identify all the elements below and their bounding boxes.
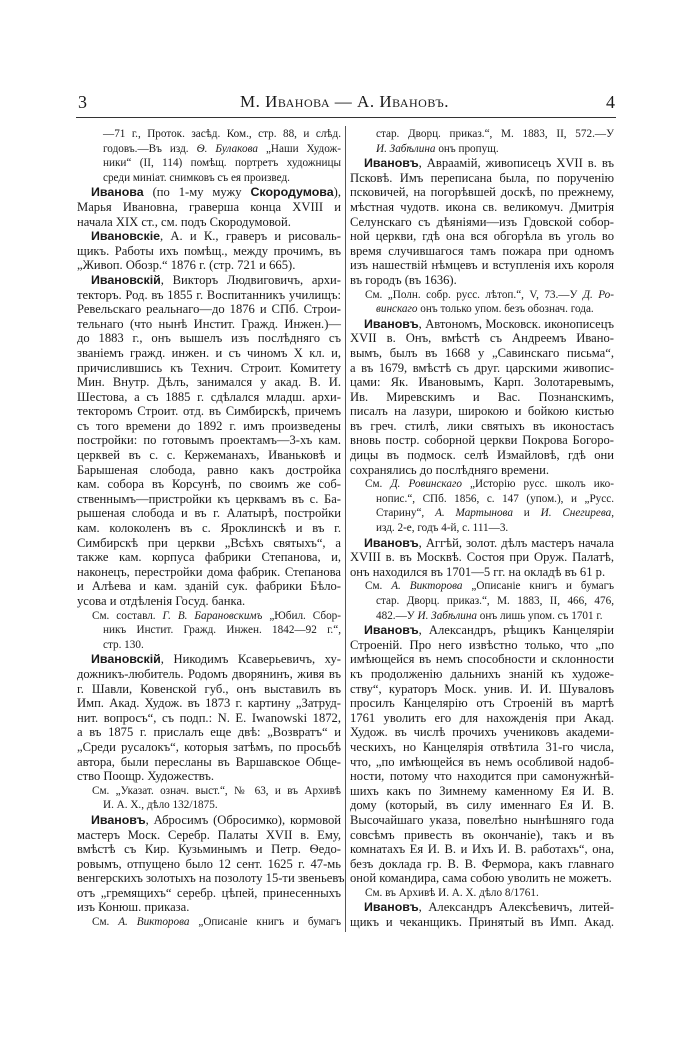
entry-heading: Ивановъ bbox=[364, 535, 419, 550]
text-line bbox=[77, 769, 341, 784]
text-run: церквей въ с. с. Кержеманахъ, Иваньковѣ и bbox=[77, 448, 341, 463]
column-divider bbox=[345, 126, 346, 932]
cited-author: А. Викторова bbox=[118, 916, 190, 929]
text-line bbox=[350, 404, 614, 419]
text-line bbox=[350, 784, 614, 799]
cited-author: А. Мартынова bbox=[435, 507, 513, 520]
text-run: вновь постр. соборной церкви Покрова Богоро- bbox=[350, 433, 614, 448]
text-run: XVIII в. въ Москвѣ. Состоя при Оруж. Палатѣ, bbox=[350, 550, 614, 565]
text-run: венгерскихъ золотыхъ на позолоту 15-ти звеньевъ bbox=[77, 871, 345, 886]
text-run: ной церкви, гдѣ она вся обгорѣла въ уголь во bbox=[350, 229, 614, 244]
text-run: начала XIX ст., см. подъ Скородумовой. bbox=[77, 214, 291, 229]
text-line bbox=[77, 404, 341, 419]
text-run: „Исторію русс. школъ ико- bbox=[461, 478, 614, 491]
text-line bbox=[350, 331, 614, 346]
text-line bbox=[350, 185, 614, 200]
text-run: кам. собора въ Корсунѣ, по своимъ же соб- bbox=[77, 477, 341, 492]
text-line bbox=[77, 506, 341, 521]
text-line bbox=[350, 623, 614, 638]
text-run: до 1883 г., онъ вышелъ изъ послѣдняго съ bbox=[77, 331, 341, 346]
text-line bbox=[77, 550, 341, 565]
text-line bbox=[77, 477, 341, 492]
text-line bbox=[350, 682, 614, 697]
cited-author: И. Забѣлина bbox=[417, 609, 477, 622]
text-run: „Среди русалокъ“, которыя затѣмъ, по просьбѣ bbox=[77, 739, 341, 754]
text-run: писалъ на лазури, широкою и бойкою кистью bbox=[350, 404, 614, 419]
text-run: См. bbox=[92, 916, 119, 929]
entry-heading: Ивановъ bbox=[364, 156, 419, 171]
text-line bbox=[77, 857, 341, 872]
text-run: въ городъ (въ 1636). bbox=[350, 272, 457, 287]
text-line bbox=[77, 200, 341, 215]
text-run: въ греч. стилѣ, лики святыхъ въ иконостасъ bbox=[350, 418, 614, 433]
text-line bbox=[77, 900, 341, 915]
text-run: Симбирскѣ при церкви „Всѣхъ святыхъ“, а bbox=[77, 535, 341, 550]
text-line bbox=[350, 200, 614, 215]
text-run: текторомъ Строит. отд. въ Симбирскѣ, причемъ bbox=[77, 404, 341, 419]
text-line bbox=[77, 215, 341, 230]
text-run: постройки: по готовымъ проектамъ—3-хъ кам. bbox=[77, 433, 341, 448]
text-line bbox=[350, 448, 614, 463]
text-line bbox=[77, 652, 341, 667]
text-run: дому (который, въ силу именнаго Ея И. В. bbox=[350, 798, 614, 813]
text-run: автора, были пересланы въ Варшавское Обще- bbox=[77, 754, 341, 769]
text-run: Шестова, а съ 1885 г. сдѣлался младш. архи- bbox=[77, 389, 341, 404]
text-line bbox=[350, 857, 614, 872]
text-run: отъ „гремящихъ“ серебр. цѣпей, принесенныхъ bbox=[77, 885, 341, 900]
text-line bbox=[350, 609, 614, 624]
text-run: ), bbox=[333, 185, 341, 200]
text-run: мастеръ Моск. Серебр. Палаты XVII в. Ему, bbox=[77, 827, 341, 842]
text-line bbox=[77, 784, 341, 799]
header-rule bbox=[76, 117, 616, 118]
text-run: , Авраамій, живописецъ XVII в. въ bbox=[418, 156, 614, 171]
entry-heading: Ивановскій bbox=[91, 652, 161, 667]
text-run: ники“ (II, 114) помѣщ. портретъ художницы bbox=[103, 157, 341, 170]
text-line bbox=[77, 302, 341, 317]
text-line bbox=[77, 682, 341, 697]
text-line bbox=[350, 156, 614, 171]
text-line bbox=[350, 521, 614, 536]
text-line bbox=[77, 185, 341, 200]
text-line bbox=[350, 317, 614, 332]
text-run: „Описаніе книгъ и бумагъ bbox=[462, 580, 614, 593]
text-line bbox=[350, 244, 614, 259]
text-line bbox=[77, 711, 341, 726]
text-line bbox=[77, 623, 341, 638]
text-run: и bbox=[512, 507, 541, 520]
text-run: псковичей, на погорѣвшей доскѣ, по прежнему, bbox=[350, 185, 614, 200]
text-run: , Александръ Алексѣевичъ, литей- bbox=[418, 900, 614, 915]
text-run: кам. колоколенъ въ с. Яроклинскѣ и въ г. bbox=[77, 521, 341, 536]
text-line bbox=[77, 696, 341, 711]
text-run: усова и отдѣленія Госуд. банка. bbox=[77, 594, 246, 608]
text-run: изъ Конюш. приказа. bbox=[77, 900, 190, 915]
text-line bbox=[77, 667, 341, 682]
text-run: Селунскаго съ дѣяніями—изъ Гдовской собор- bbox=[350, 214, 614, 229]
text-line bbox=[350, 477, 614, 492]
text-run: См. bbox=[365, 478, 391, 491]
text-run: онъ только упом. безъ обознач. года. bbox=[417, 303, 594, 316]
text-run: дицы въ подмоск. селѣ Измайловѣ, гдѣ они bbox=[350, 448, 614, 463]
text-run: „Юбил. Сбор- bbox=[262, 609, 341, 622]
text-line bbox=[350, 579, 614, 594]
text-run: , Никодимъ Ксаверьевичъ, ху- bbox=[160, 652, 341, 667]
text-line bbox=[77, 521, 341, 536]
text-run: „Наши Худож- bbox=[257, 142, 341, 155]
text-line bbox=[350, 667, 614, 682]
text-run: наконецъ, перестройки дома фабрик. Степанова bbox=[77, 564, 341, 579]
text-run: (по 1-му мужу bbox=[143, 185, 251, 200]
cited-author: И. Снегирева bbox=[540, 507, 612, 520]
text-run: , Абросимъ (Обросимко), кормовой bbox=[145, 812, 341, 827]
text-line bbox=[77, 288, 341, 303]
entry-heading: Скородумова bbox=[250, 185, 334, 200]
text-run: щикъ. Работы ихъ помѣщ., между прочимъ, въ bbox=[77, 243, 341, 258]
text-run: цами: Як. Ивановымъ, Карп. Золотаревымъ, bbox=[350, 375, 614, 390]
text-run: , А. и К., граверъ и рисоваль- bbox=[160, 229, 341, 244]
text-line bbox=[77, 229, 341, 244]
text-run: рышеная слобода и въ г. Алатырѣ, постройки bbox=[77, 506, 341, 521]
text-run: вмѣстѣ съ Кир. Кузьминымъ и Петр. Ѳедо- bbox=[77, 842, 341, 857]
text-run: годовъ.—Въ изд. bbox=[103, 142, 197, 155]
text-run: что, „по имѣющейся въ немъ особливой надоб- bbox=[350, 754, 614, 769]
text-run: , Александръ, рѣщикъ Канцеляріи bbox=[418, 623, 614, 638]
entry-heading: Ивановъ bbox=[364, 623, 419, 638]
text-run: нит. вопросъ“, съ подп.: N. E. Iwanowski 1872, bbox=[77, 710, 341, 725]
text-run: Имп. Акад. Худож. въ 1873 г. картину „Затруд- bbox=[77, 696, 341, 711]
text-run: время случившагося тамъ пожара при одномъ bbox=[350, 243, 614, 258]
text-line bbox=[350, 288, 614, 303]
text-line bbox=[77, 871, 345, 886]
text-run: текторъ. Род. въ 1855 г. Воспитанникъ училищъ: bbox=[77, 287, 341, 302]
text-line bbox=[77, 842, 341, 857]
text-line bbox=[77, 331, 341, 346]
text-run: а въ 1875 г. прислалъ еще двѣ: „Возвратъ“ и bbox=[77, 725, 341, 740]
text-run: Ив. Миревскимъ и Вас. Познанскимъ, bbox=[350, 389, 614, 404]
text-run: ство Поощр. Художествъ. bbox=[77, 769, 215, 784]
text-line bbox=[350, 696, 614, 711]
text-line bbox=[77, 755, 341, 770]
text-run: комнатахъ Ея И. В. и Ихъ И. В. работахъ“, она, bbox=[350, 842, 614, 857]
text-line bbox=[350, 828, 614, 843]
text-line bbox=[77, 828, 341, 843]
entry-heading: Ивановъ bbox=[91, 812, 146, 827]
text-line bbox=[77, 156, 341, 171]
text-run: къ продолженію дальнихъ знаній къ художе- bbox=[350, 666, 614, 681]
text-line bbox=[77, 609, 341, 624]
text-run: См. bbox=[365, 580, 392, 593]
text-run: онъ пропущ. bbox=[435, 142, 499, 155]
text-line bbox=[350, 594, 614, 609]
text-line bbox=[350, 725, 614, 740]
text-line bbox=[77, 798, 341, 813]
text-run: XVII в. Онъ, вмѣстѣ съ Андреемъ Ивано- bbox=[350, 331, 614, 346]
text-line bbox=[350, 506, 614, 521]
entry-heading: Ивановъ bbox=[364, 900, 419, 915]
text-run: дожникъ-любитель. Родомъ дворянинъ, живя въ bbox=[77, 666, 341, 681]
text-line bbox=[350, 638, 614, 653]
entry-heading: Ивановъ bbox=[364, 316, 419, 331]
text-run: ческихъ, но Канцелярія отвѣтила 31-го числа, bbox=[350, 739, 614, 754]
text-run: Высочайшаго указа, повелѣно нынѣшняго года bbox=[350, 812, 614, 827]
text-line bbox=[350, 492, 614, 507]
text-run: Строеній. Про него извѣстно только, что „по bbox=[350, 637, 614, 652]
text-line bbox=[77, 361, 341, 376]
text-line bbox=[350, 215, 614, 230]
left-column bbox=[77, 127, 345, 930]
text-run: нопис.“, СПб. 1856, с. 147 (упом.), и „Русс. bbox=[376, 492, 614, 505]
text-run: съ того времени до 1892 г. имъ произведены bbox=[77, 418, 341, 433]
text-line bbox=[350, 258, 614, 273]
text-run: ству“, кураторъ Моск. унив. И. И. Шуваловъ bbox=[350, 681, 614, 696]
text-line bbox=[350, 419, 614, 434]
cited-author: И. Забѣлина bbox=[376, 142, 436, 155]
text-run: изъ нашествій нѣмцевъ и вступленія ихъ короля bbox=[350, 258, 614, 273]
text-line bbox=[77, 433, 341, 448]
text-run: оной командира, сама собою уволить не можетъ. bbox=[350, 871, 612, 886]
page-number-right: 4 bbox=[606, 92, 615, 112]
text-run: —71 г., Проток. засѣд. Ком., стр. 88, и слѣд. bbox=[103, 128, 341, 140]
text-run: причислившись къ Технич. Строит. Комитету bbox=[77, 360, 341, 375]
text-run: Худож. въ числѣ прочихъ учениковъ академи- bbox=[350, 725, 614, 740]
text-run: Мин. Внутр. Дѣлъ, занимался у акад. В. И. bbox=[77, 375, 341, 390]
text-run: См. „Полн. собр. русс. лѣтоп.“, V, 73.—У bbox=[365, 288, 583, 301]
text-run: среди миніат. снимковъ съ ея произвед. bbox=[103, 171, 290, 184]
text-run: стар. Дворц. приказ.“, М. 1883, II, 572.—У bbox=[376, 128, 614, 140]
text-run: щикъ и чеканщикъ. Принятый въ Имп. Акад. bbox=[350, 915, 614, 930]
text-line bbox=[350, 171, 614, 186]
text-run: сохранялись до послѣдняго времени. bbox=[350, 462, 549, 477]
text-line bbox=[77, 813, 341, 828]
text-line bbox=[77, 142, 341, 157]
cited-author: А. Викторова bbox=[391, 580, 463, 593]
text-line bbox=[77, 915, 341, 930]
text-run: званіемъ гражд. инжен. и съ чиномъ X кл. и, bbox=[77, 345, 341, 360]
text-line bbox=[350, 361, 614, 376]
text-line bbox=[77, 346, 341, 361]
text-line bbox=[350, 755, 614, 770]
text-line bbox=[350, 813, 614, 828]
text-line bbox=[77, 886, 341, 901]
text-line bbox=[77, 419, 341, 434]
text-run: , Автономъ, Московск. иконописецъ bbox=[418, 316, 614, 331]
page-number-left: 3 bbox=[78, 92, 87, 112]
running-title: М. Иванова — А. Ивановъ. bbox=[240, 92, 449, 111]
text-run: Барышеная слобода, равно какъ достройка bbox=[77, 462, 341, 477]
text-line bbox=[350, 798, 614, 813]
text-run: Старину“, bbox=[376, 507, 436, 520]
text-run: 1761 уволить его для нахожденія при Акад. bbox=[350, 710, 614, 725]
text-run: стар. Дворц. приказ.“, М. 1883, II, 466, 476, bbox=[376, 595, 614, 607]
text-run: стр. 130. bbox=[103, 638, 144, 651]
text-run: также кам. корпуса фабрики Степанова, и, bbox=[77, 550, 341, 565]
text-line bbox=[350, 536, 614, 551]
cited-author: Ѳ. Булакова bbox=[196, 142, 258, 155]
entry-heading: Ивановскіе bbox=[91, 229, 161, 244]
text-line bbox=[350, 886, 614, 901]
text-line bbox=[77, 273, 341, 288]
text-line bbox=[350, 142, 614, 157]
text-line bbox=[77, 492, 341, 507]
text-line bbox=[350, 273, 614, 288]
text-run: , Аггѣй, золот. дѣлъ мастеръ начала bbox=[418, 535, 614, 550]
cited-author: Г. В. Барановскимъ bbox=[162, 609, 263, 622]
text-run: тельнаго (что нынѣ Инстит. Гражд. Инжен.)— bbox=[77, 316, 341, 331]
text-run: И. А. Х., дѣло 132/1875. bbox=[103, 799, 218, 812]
text-line bbox=[350, 433, 614, 448]
text-run: изд. 2-е, годъ 4-й, с. 111—3. bbox=[376, 522, 509, 535]
text-run: ровымъ, отпущено было 12 сент. 1625 г. 47-мь bbox=[77, 856, 341, 871]
text-run: 482.—У bbox=[376, 609, 418, 622]
text-line bbox=[77, 258, 341, 273]
text-line bbox=[350, 565, 614, 580]
text-run: Марья Ивановна, граверша конца XVIII и bbox=[77, 199, 341, 214]
text-line bbox=[77, 448, 341, 463]
text-line bbox=[77, 390, 341, 405]
text-run: имѣющейся въ немъ способности и склонности bbox=[350, 652, 614, 667]
text-run: ности, потому что находится при самонужнѣй- bbox=[350, 769, 614, 784]
text-run: Псковѣ. Имъ переписана была, по порученію bbox=[350, 170, 614, 185]
text-run: совсѣмъ привесть въ окончаніе), такъ и въ bbox=[350, 827, 614, 842]
text-run: См. въ Архивѣ И. А. Х. дѣло 8/1761. bbox=[365, 886, 539, 899]
text-line bbox=[350, 915, 614, 930]
text-run: и Алѣева и кам. зданій сук. фабрики Бѣло- bbox=[77, 579, 341, 594]
text-line bbox=[77, 638, 341, 653]
text-run: онъ находился въ 1701—5 гг. на окладѣ въ 61 р. bbox=[350, 564, 606, 579]
text-line bbox=[350, 127, 614, 142]
text-line bbox=[350, 842, 614, 857]
text-run: г. Шавли, Ковенской губ., онъ выставилъ въ bbox=[77, 681, 341, 696]
text-line bbox=[350, 463, 614, 478]
text-run: безъ доклада гр. В. В. Фермора, какъ главнаго bbox=[350, 856, 614, 871]
text-line bbox=[350, 711, 614, 726]
text-line bbox=[350, 652, 614, 667]
text-line bbox=[77, 317, 341, 332]
text-run: См. составл. bbox=[92, 609, 163, 622]
cited-author: Д. Ровинскаго bbox=[390, 478, 462, 491]
text-line bbox=[77, 594, 341, 609]
text-line bbox=[77, 244, 341, 259]
text-run: онъ лишь упом. съ 1701 г. bbox=[477, 609, 603, 622]
text-line bbox=[77, 565, 341, 580]
text-line bbox=[77, 171, 341, 186]
text-line bbox=[350, 302, 614, 317]
text-line bbox=[350, 769, 614, 784]
text-run: вымъ, былъ въ 1668 у „Савинскаго письма“, bbox=[350, 345, 614, 360]
text-line bbox=[350, 375, 614, 390]
text-line bbox=[350, 550, 614, 565]
entry-heading: Ивановскій bbox=[91, 272, 161, 287]
text-run: просилъ Канцелярію отъ Строеній въ мартѣ bbox=[350, 696, 614, 711]
right-column bbox=[350, 127, 614, 930]
text-line bbox=[77, 725, 341, 740]
text-line bbox=[350, 346, 614, 361]
text-run: „Описаніе книгъ и бумагъ bbox=[189, 916, 341, 929]
text-line bbox=[77, 536, 341, 551]
text-line bbox=[77, 375, 341, 390]
text-run: а въ 1679, вмѣстѣ съ друг. царскими живопис- bbox=[350, 360, 614, 375]
text-line bbox=[77, 740, 341, 755]
text-run: , bbox=[611, 507, 614, 520]
text-line bbox=[350, 900, 614, 915]
text-line bbox=[350, 740, 614, 755]
text-run: „Живоп. Обозр.“ 1876 г. (стр. 721 и 665). bbox=[77, 258, 296, 273]
text-line bbox=[350, 390, 614, 405]
cited-author: винскаго bbox=[376, 303, 418, 316]
text-line bbox=[350, 871, 614, 886]
text-run: , Викторъ Людвиговичъ, архи- bbox=[160, 272, 341, 287]
text-run: мѣстная чудотв. икона св. великомуч. Дмитрія bbox=[350, 199, 614, 214]
cited-author: Д. Ро- bbox=[582, 288, 614, 301]
text-run: никъ Инстит. Гражд. Инжен. 1842—92 г.“, bbox=[103, 624, 341, 637]
entry-heading: Иванова bbox=[91, 185, 144, 200]
text-line bbox=[77, 463, 341, 478]
text-run: См. „Указат. означ. выст.“, № 63, и въ Архивѣ bbox=[92, 784, 341, 797]
text-run: Ревельскаго реальнаго—до 1876 и СПб. Строи- bbox=[77, 302, 341, 317]
text-run: ственнымъ—пристройки къ церквамъ въ с. Ба- bbox=[77, 491, 341, 506]
text-line bbox=[350, 229, 614, 244]
text-run: шихъ какъ по Зимнему каменному Ея И. В. bbox=[350, 783, 614, 798]
text-line bbox=[77, 127, 341, 142]
text-line bbox=[77, 579, 341, 594]
